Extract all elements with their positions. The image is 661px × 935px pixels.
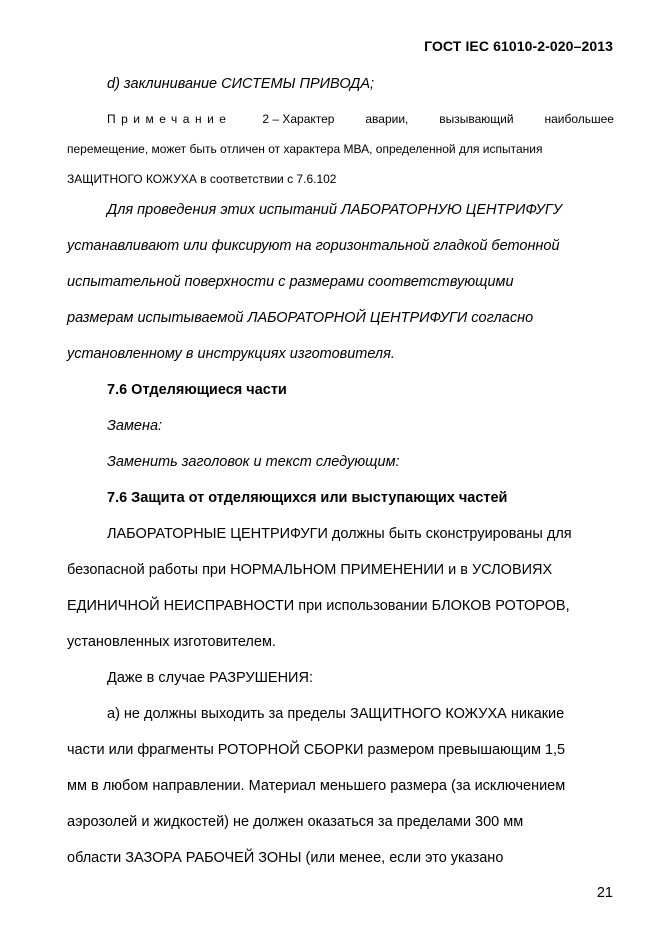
note-line-1 <box>67 108 614 138</box>
paragraph-testing-line-4: размерам испытываемой ЛАБОРАТОРНОЙ ЦЕНТРИФУГИ согласно <box>67 310 534 326</box>
replacement-instruction: Заменить заголовок и текст следующим: <box>107 454 400 470</box>
paragraph-design-line-3: ЕДИНИЧНОЙ НЕИСПРАВНОСТИ при использовании БЛОКОВ РОТОРОВ, <box>67 598 570 614</box>
list-item-a-line-5: области ЗАЗОРА РАБОЧЕЙ ЗОНЫ (или менее, если это указано <box>67 850 504 866</box>
note-line-2: перемещение, может быть отличен от характера МВА, определенной для испытания <box>67 142 543 156</box>
section-heading-7-6: 7.6 Отделяющиеся части <box>107 382 287 398</box>
paragraph-design-line-4: установленных изготовителем. <box>67 634 276 650</box>
note-word-accident: аварии, <box>365 112 409 126</box>
list-item-a-line-1: а) не должны выходить за пределы ЗАЩИТНОГО КОЖУХА никакие <box>107 706 565 722</box>
note-word-largest: наибольшее <box>544 112 614 126</box>
paragraph-testing-line-5: установленному в инструкциях изготовителя. <box>67 346 395 362</box>
note-word-number: 2 – Характер <box>262 112 335 126</box>
note-line-3: ЗАЩИТНОГО КОЖУХА в соответствии с 7.6.102 <box>67 172 337 186</box>
note-word-causing: вызывающий <box>439 112 514 126</box>
page-number: 21 <box>596 885 613 901</box>
list-item-a-line-3: мм в любом направлении. Материал меньшего размера (за исключением <box>67 778 566 794</box>
paragraph-testing-line-1: Для проведения этих испытаний ЛАБОРАТОРНУЮ ЦЕНТРИФУГУ <box>107 202 563 218</box>
replacement-label: Замена: <box>107 418 163 434</box>
list-item-d: d) заклинивание СИСТЕМЫ ПРИВОДА; <box>107 76 375 92</box>
list-item-a-line-4: аэрозолей и жидкостей) не должен оказаться за пределами 300 мм <box>67 814 524 830</box>
paragraph-testing-line-2: устанавливают или фиксируют на горизонтальной гладкой бетонной <box>67 238 560 254</box>
section-heading-7-6-new: 7.6 Защита от отделяющихся или выступающих частей <box>107 490 508 506</box>
list-item-a-line-2: части или фрагменты РОТОРНОЙ СБОРКИ размером превышающим 1,5 <box>67 742 566 758</box>
paragraph-design-line-2: безопасной работы при НОРМАЛЬНОМ ПРИМЕНЕНИИ и в УСЛОВИЯХ <box>67 562 553 578</box>
document-header: ГОСТ IEC 61010-2-020–2013 <box>424 38 613 54</box>
document-content <box>67 72 614 882</box>
paragraph-design-line-1: ЛАБОРАТОРНЫЕ ЦЕНТРИФУГИ должны быть сконструированы для <box>107 526 572 542</box>
note-label: Примечание <box>107 112 232 126</box>
paragraph-failure: Даже в случае РАЗРУШЕНИЯ: <box>107 670 313 686</box>
paragraph-testing-line-3: испытательной поверхности с размерами соответствующими <box>67 274 514 290</box>
